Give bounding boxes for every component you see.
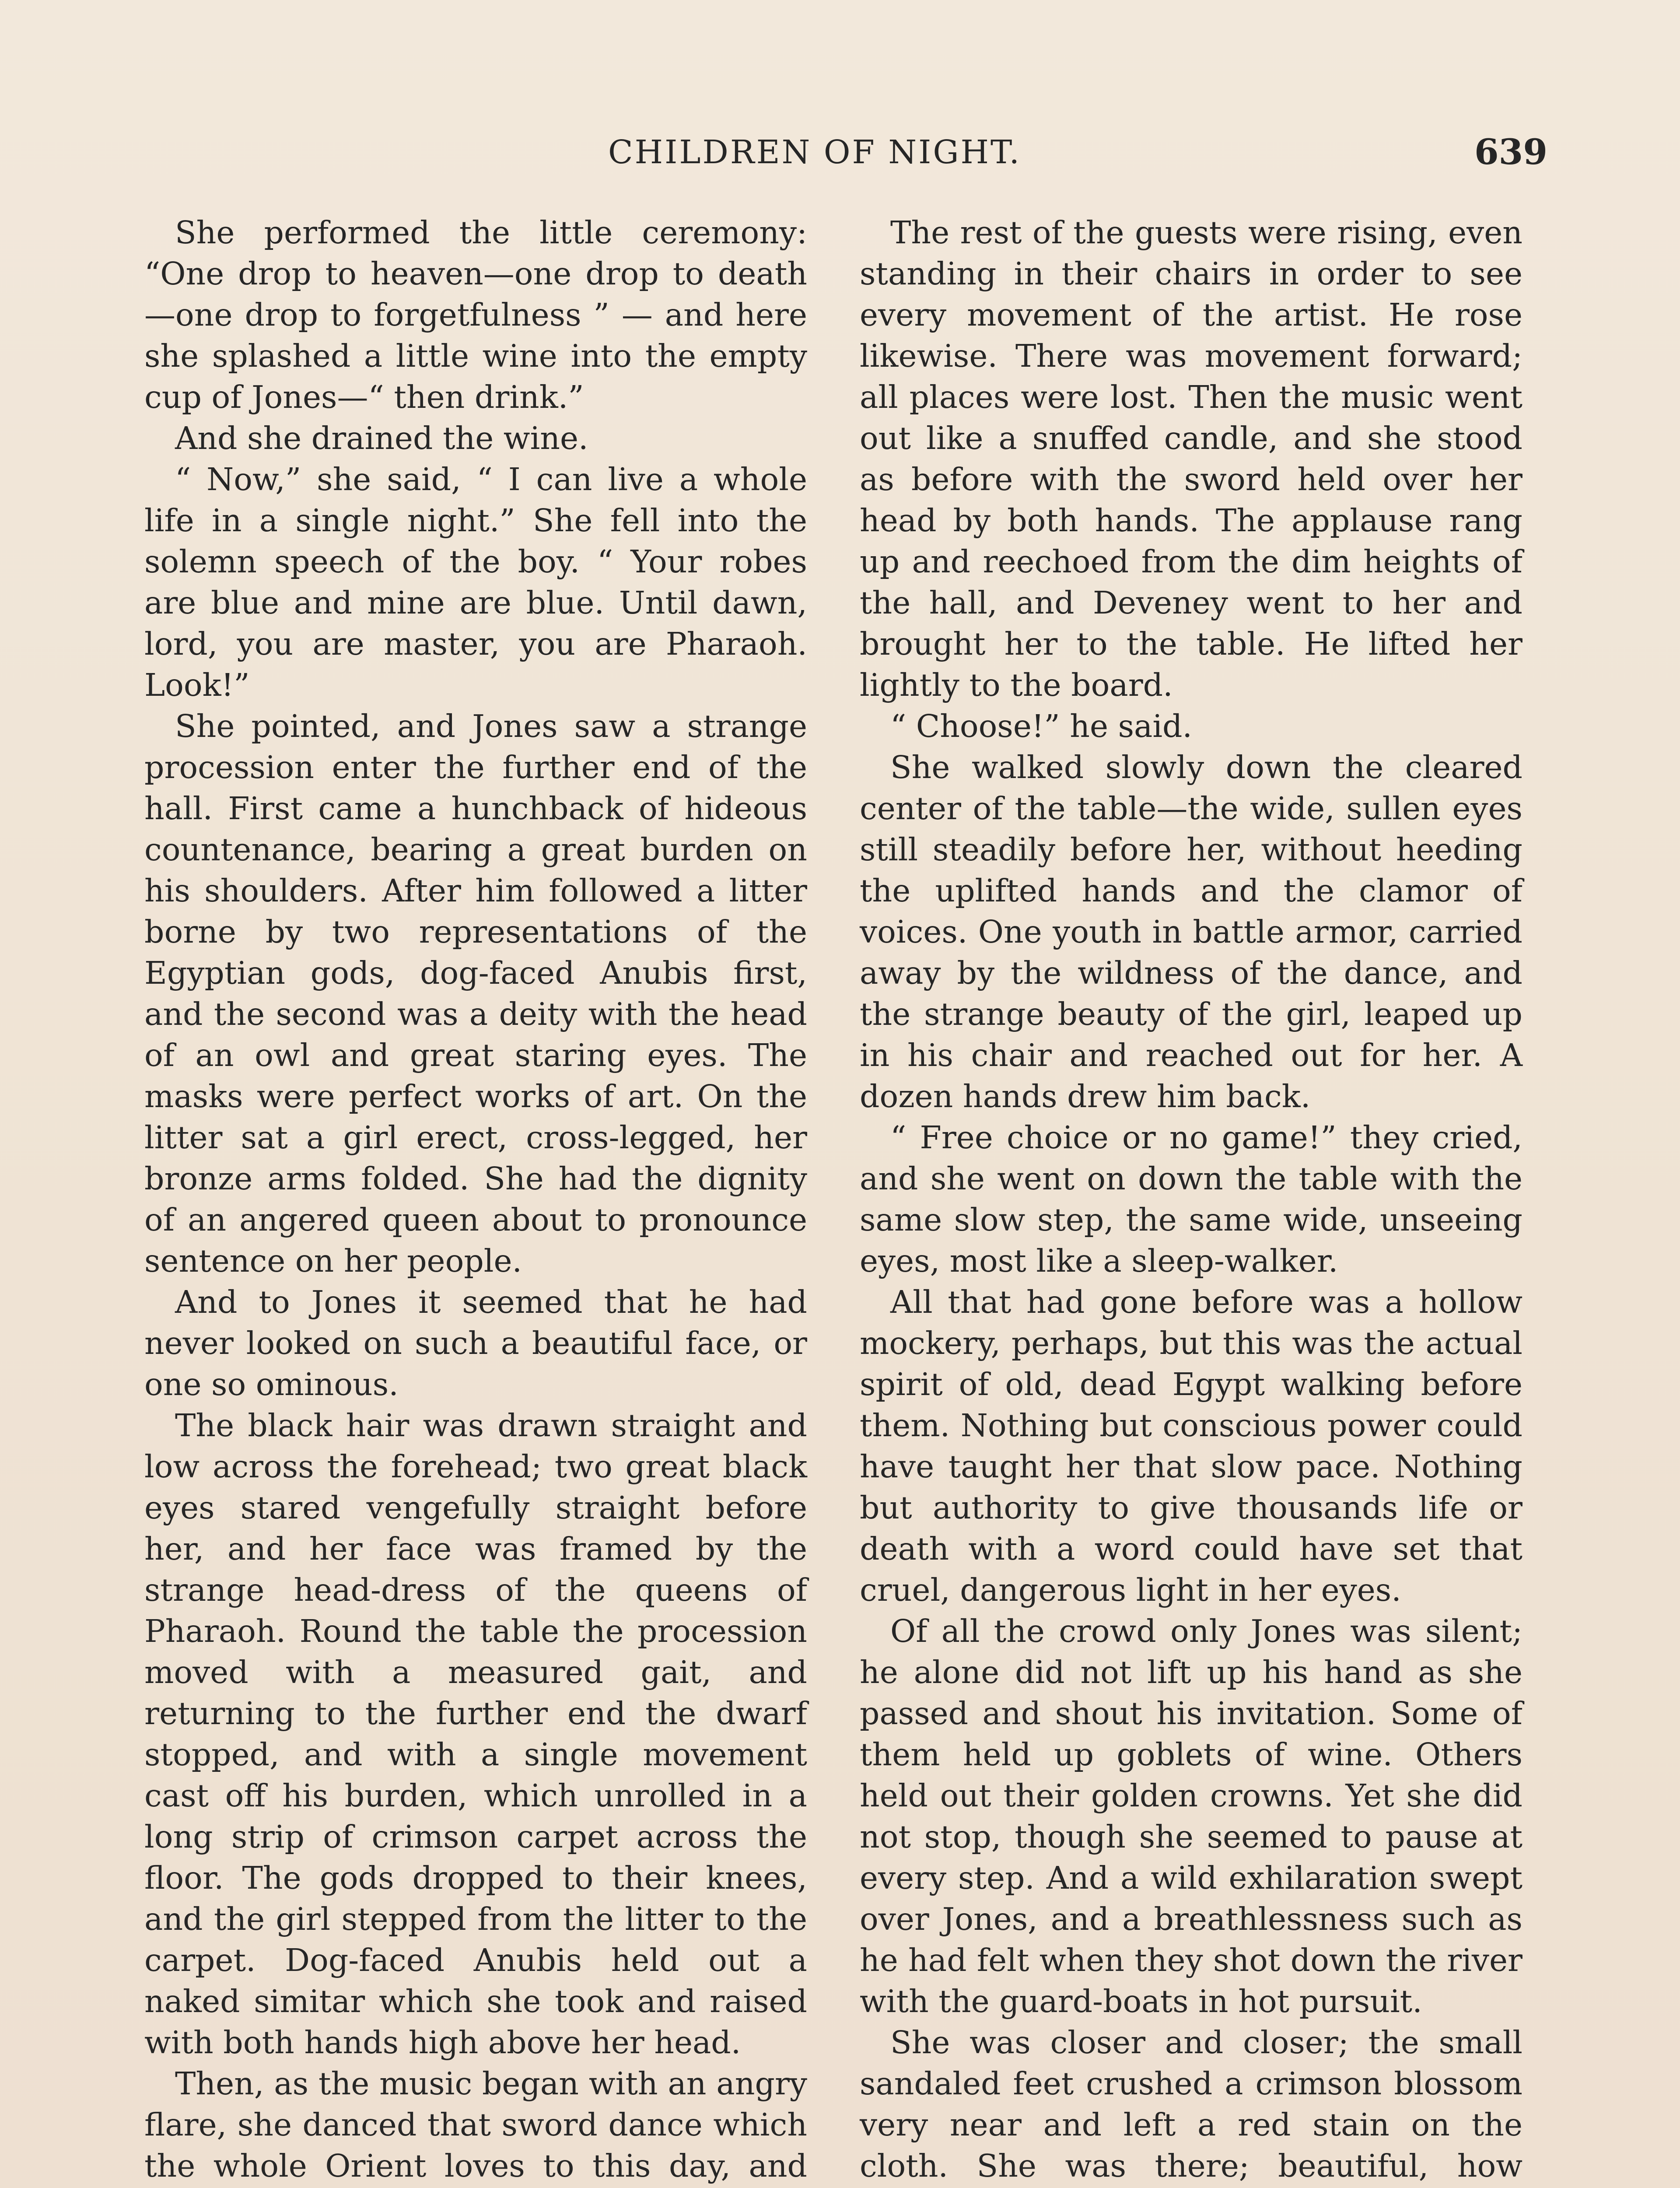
left-column [144, 212, 807, 2188]
paragraph: Then, as the music began with an angry flare, she danced that sword dance which the whole Orient loves to this day, and [144, 2065, 807, 2184]
paragraph: She pointed, and Jones saw a strange procession enter the further end of the hall. First came a hunchback of hideous countenance, bearing a great burden on his shoulders. After him followed a litter borne by two representations of the Egyptian gods, dog-faced Anubis first, and the second was a deity with the head of an owl and great staring eyes. The masks were perfect works of art. On the litter sat a girl erect, cross-legged, her bronze arms folded. She had the dignity of an angered queen about to pronounce sentence on her people. [144, 708, 807, 1279]
paragraph: “ Free choice or no game!” they cried, and she went on down the table with the same slow step, the same wide, unseeing eyes, most like a sleep-walker. [860, 1119, 1522, 1279]
paragraph: The rest of the guests were rising, even standing in their chairs in order to see every movement of the artist. He rose likewise. There was movement forward; all places were lost. Then the music went out like a snuffed candle, and she stood as before with the sword held over her head by both hands. The applause rang up and reechoed from the dim heights of the hall, and Deveney went to her and brought her to the table. He lifted her lightly to the board. [860, 214, 1522, 703]
paragraph: All that had gone before was a hollow mockery, perhaps, but this was the actual spirit of old, dead Egypt walking before them. Nothing but conscious power could have taught her that slow pace. Nothing but authority to give thousands life or death with a word could have set that cruel, dangerous light in her eyes. [860, 1284, 1522, 1608]
paragraph: She walked slowly down the cleared center of the table—the wide, sullen eyes still steadily before her, without heeding the uplifted hands and the clamor of voices. One youth in battle armor, carried away by the wildness of the dance, and the strange beauty of the girl, leaped up in his chair and reached out for her. A dozen hands drew him back. [860, 749, 1522, 1115]
paragraph: “ Choose!” he said. [890, 708, 1193, 744]
paragraph: Of all the crowd only Jones was silent; he alone did not lift up his hand as she passed and shout his invitation. Some of them held up goblets of wine. Others held out their golden crowns. Yet she did not stop, though she seemed to pause at every step. And a wild exhilaration swept over Jones, and a breathlessness such as he had felt when they shot down the river with the guard-boats in hot pursuit. [860, 1613, 1522, 2020]
paragraph: And she drained the wine. [175, 420, 588, 456]
paragraph: She performed the little ceremony: “One drop to heaven—one drop to death—one drop to forgetfulness ” — and here she splashed a little wine into the empty cup of Jones—“ then drink.” [144, 214, 807, 415]
right-column [860, 212, 1522, 2188]
paragraph: She was closer and closer; the small sandaled feet crushed a crimson blossom very near and left a red stain on the cloth. She was there; beautiful, how [860, 2024, 1522, 2184]
running-title: CHILDREN OF NIGHT. [608, 133, 1022, 171]
page-number: 639 [1474, 131, 1547, 172]
paragraph: And to Jones it seemed that he had never looked on such a beautiful face, or one so ominous. [144, 1284, 807, 1403]
paragraph: “ Now,” she said, “ I can live a whole life in a single night.” She fell into the solemn speech of the boy. “ Your robes are blue and mine are blue. Until dawn, lord, you are master, you are Pharaoh. Look!” [144, 461, 807, 703]
paragraph: The black hair was drawn straight and low across the forehead; two great black eyes stared vengefully straight before her, and her face was framed by the strange head-dress of the queens of Pharaoh. Round the table the procession moved with a measured gait, and returning to the further end the dwarf stopped, and with a single movement cast off his burden, which unrolled in a long strip of crimson carpet across the floor. The gods dropped to their knees, and the girl stepped from the litter to the carpet. Dog-faced Anubis held out a naked simitar which she took and raised with both hands high above her head. [144, 1407, 807, 2061]
